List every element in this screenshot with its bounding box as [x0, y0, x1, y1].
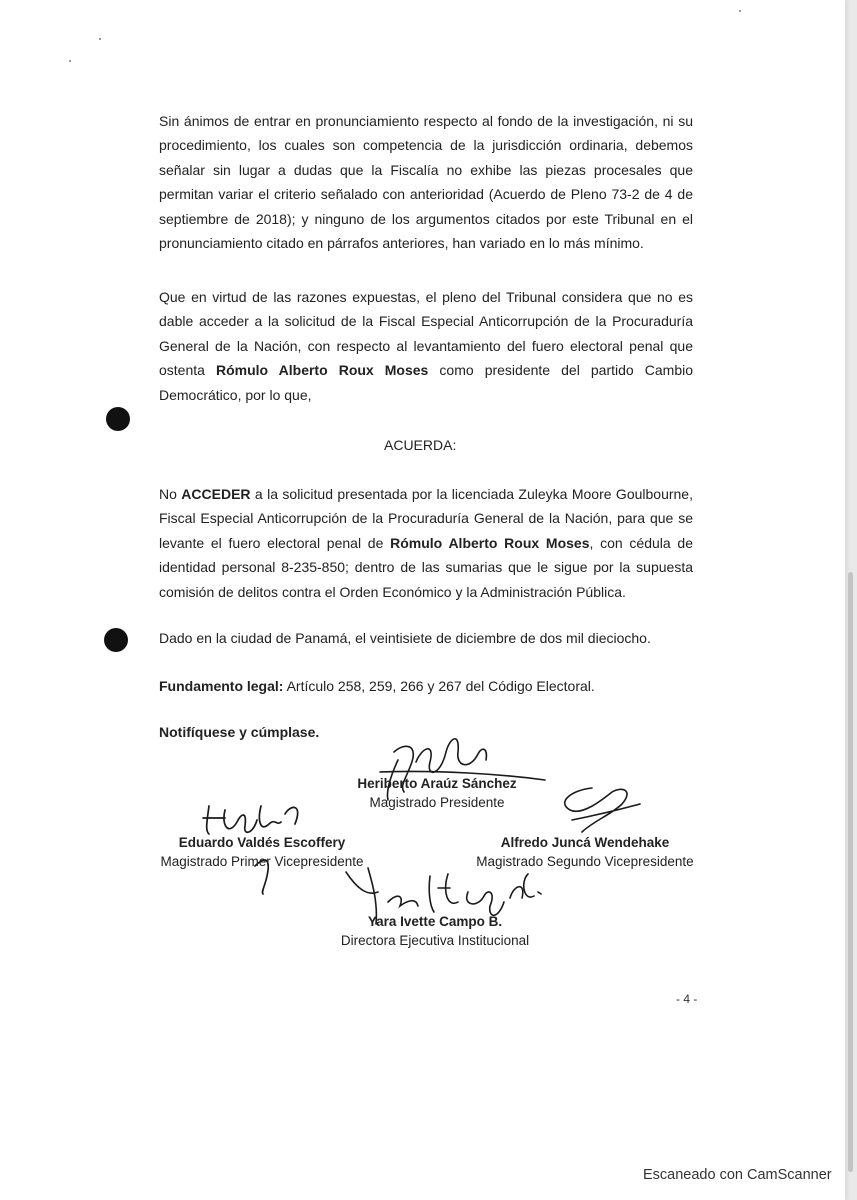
- fundamento-line: [159, 678, 595, 694]
- paragraph-3-text: No: [159, 486, 182, 502]
- signature-block-segundo-vp: [462, 833, 708, 871]
- signer-title: Magistrado Primer Vicepresidente: [160, 854, 364, 869]
- signer-name: Yara Ivette Campo B.: [367, 914, 503, 929]
- paragraph-3: [159, 482, 693, 604]
- paragraph-2-text: Que en virtud de las razones expuestas, el pleno del Tribunal considera que no es dable acceder a la solicitud de la Fiscal Especial Anticorrupción de la Procuraduría General de la Nación, con respecto al levantamiento del fuero electoral penal que ostenta: [159, 289, 693, 379]
- person-name: Rómulo Alberto Roux Moses: [390, 534, 590, 551]
- punch-hole: [104, 628, 128, 652]
- scan-speck: [69, 60, 71, 62]
- signer-title: Magistrado Presidente: [369, 795, 505, 810]
- date-line: Dado en la ciudad de Panamá, el veintisiete de diciembre de dos mil dieciocho.: [159, 630, 651, 646]
- signer-name: Alfredo Juncá Wendehake: [500, 835, 670, 850]
- scrollbar[interactable]: [848, 572, 853, 1172]
- signer-title: Magistrado Segundo Vicepresidente: [476, 854, 694, 869]
- signature-block-primer-vp: [152, 833, 372, 871]
- paragraph-3-text-mid: a la solicitud presentada por la licenciada Zuleyka Moore Goulbourne, Fiscal Especial Anticorrupción de la Procuraduría General de la Nación, para que se levante el fuero electoral penal de: [159, 486, 693, 551]
- paragraph-2: [159, 285, 693, 407]
- signer-name: Eduardo Valdés Escoffery: [178, 835, 346, 850]
- paragraph-2-text-end: como presidente del partido Cambio Democrático, por lo que,: [159, 362, 693, 403]
- paragraph-3-text-end: , con cédula de identidad personal 8-235-850; dentro de las sumarias que le sigue por la supuesta comisión de delitos contra el Orden Económico y la Administración Pública.: [159, 534, 693, 600]
- punch-hole: [106, 407, 130, 431]
- signature-block-presidente: [332, 774, 542, 812]
- paragraph-1-text: Sin ánimos de entrar en pronunciamiento respecto al fondo de la investigación, ni su procedimiento, los cuales son competencia de la jurisdicción ordinaria, debemos señalar sin lugar a dudas que la Fiscalía no exhibe las piezas procesales que permitan variar el criterio señalado con anterioridad (Acuerdo de Pleno 73-2 de 4 de septiembre de 2018); y ninguno de los argumentos citados por este Tribunal en el pronunciamiento citado en párrafos anteriores, han variado en lo más mínimo.: [159, 113, 693, 252]
- notifiquese-line: Notifíquese y cúmplase.: [159, 724, 320, 740]
- paragraph-1: [159, 109, 693, 255]
- camscanner-watermark: Escaneado con CamScanner: [643, 1167, 832, 1183]
- signer-name: Heriberto Araúz Sánchez: [357, 776, 517, 791]
- fundamento-text: Artículo 258, 259, 266 y 267 del Código Electoral.: [283, 678, 595, 694]
- signature-block-directora: [325, 912, 545, 950]
- scan-speck: [739, 10, 741, 12]
- person-name: Rómulo Alberto Roux Moses: [216, 362, 429, 379]
- acuerda-heading: ACUERDA:: [384, 437, 457, 453]
- page-number: - 4 -: [676, 992, 698, 1006]
- scan-speck: [99, 38, 101, 40]
- fundamento-label: Fundamento legal:: [159, 678, 284, 694]
- signer-title: Directora Ejecutiva Institucional: [340, 933, 530, 948]
- acceder-keyword: ACCEDER: [181, 486, 251, 502]
